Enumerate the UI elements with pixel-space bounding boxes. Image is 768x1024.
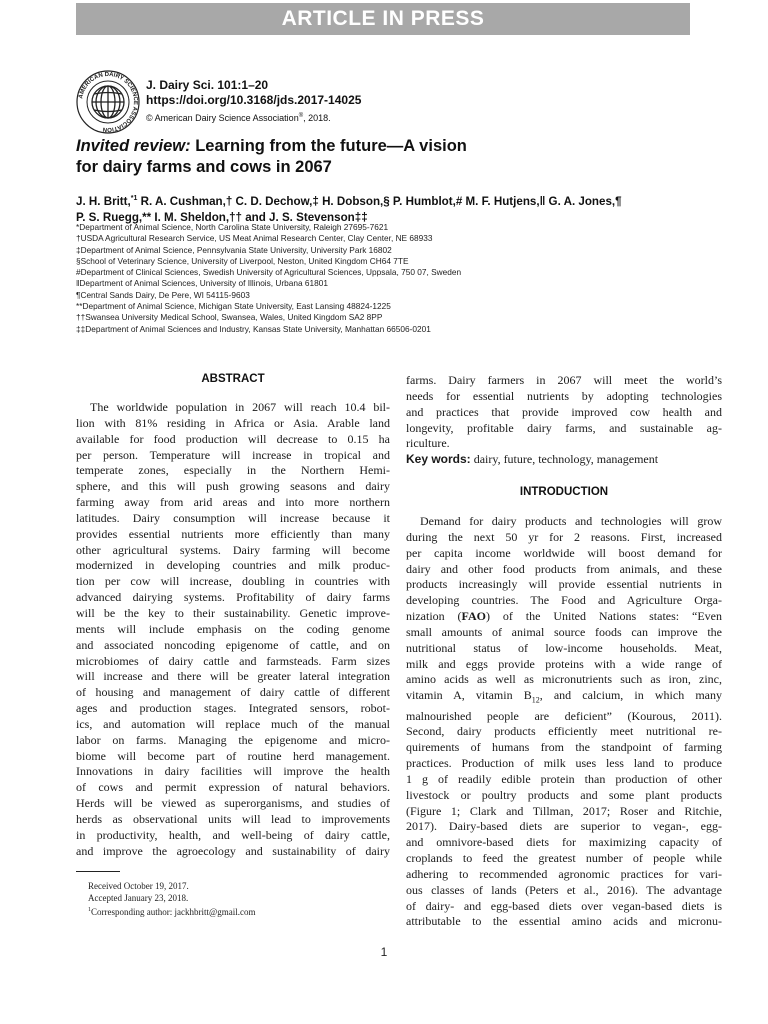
text-line: Herds will be viewed as superorganisms, and studies of (76, 796, 390, 811)
text-line: of dairy- and egg-based diets over vegan-based diets is (406, 898, 722, 913)
text-line: will be the key to their sustainability. Genetic improve- (76, 605, 390, 620)
article-in-press-banner: ARTICLE IN PRESS (76, 3, 690, 35)
affiliation: ¶Central Sands Dairy, De Pere, WI 54115-9603 (76, 289, 250, 300)
text-line: small amounts of animal source foods can improve the (406, 624, 722, 639)
text-line: developing countries. The Food and Agriculture Orga- (406, 593, 722, 608)
text-line: available for food production will decrease to 0.15 ha (76, 431, 390, 446)
text-line: 2017). Dairy-based diets are superior to vegan-, egg- (406, 819, 722, 834)
affiliation: *Department of Animal Science, North Carolina State University, Raleigh 27695-7621 (76, 222, 389, 232)
text-line: per person. Temperature will increase in tropical and (76, 447, 390, 462)
text-line: longevity, profitable dairy farms, and sustainable ag- (406, 420, 722, 435)
text-line: nization (FAO) of the United Nations states: “Even (406, 609, 722, 624)
affiliation: #Department of Clinical Sciences, Swedish University of Agricultural Sciences, Uppsala, 750 07, Sweden (76, 267, 462, 278)
text-line: temperate zones, especially in the Northern Hemi- (76, 463, 390, 478)
text-line: during the next 50 yr for 2 reasons. First, increased (406, 529, 722, 544)
copyright-line: © American Dairy Science Association®, 2018. (146, 113, 331, 123)
text-line: livestock or poultry products and some plant products (406, 787, 722, 802)
affiliation: ǁDepartment of Animal Sciences, University of Illinois, Urbana 61801 (76, 278, 328, 289)
corresponding-author: $^1$Corresponding author: jackhbritt@gmail.com (88, 907, 256, 917)
accepted-date: Accepted January 23, 2018. (88, 893, 189, 903)
text-line: nutritional status of low-income households. Meat, (406, 640, 722, 655)
author-list: J. H. Britt,$^{*1}$ R. A. Cushman,† C. D. Dechow,‡ H. Dobson,§ P. Humblot,# M. F. Hutjens,ǁ G. A. Jones,¶ P. S. Ruegg,** I. M. Sheldon,†† and J. S. Stevenson‡‡ (76, 194, 622, 224)
text-line: Second, dairy products efficiently meet nutritional re- (406, 724, 722, 739)
abstract-heading: ABSTRACT (201, 373, 265, 385)
text-line: dairy and other food products from animals, and these (406, 561, 722, 576)
text-line: and improve the agroecology and sustainability of dairy (76, 843, 390, 858)
affiliation: ‡‡Department of Animal Sciences and Industry, Kansas State University, Manhattan 66506-0201 (76, 323, 431, 334)
text-line: ous classes of lands (Peters et al., 2016). The advantage (406, 882, 722, 897)
text-line: sphere, and this will push growing seasons and dairy (76, 479, 390, 494)
introduction-body (406, 514, 722, 930)
text-line: tion per cow will increase, doubling in countries with (76, 574, 390, 589)
left-column (76, 373, 390, 385)
text-line: malnourished people are deficient” (Kourous, 2011). (406, 708, 722, 723)
text-line: vitamin A, vitamin $B_{12}$, and calcium, in which many (406, 688, 722, 705)
title-prefix: Invited review: (76, 137, 191, 155)
text-line: The worldwide population in 2067 will reach 10.4 bil- (90, 400, 390, 414)
text-line: Innovations in dairy facilities will improve the health (76, 764, 390, 779)
text-line: croplands to feed the greatest number of people while (406, 851, 722, 866)
text-line: amino acids as well as micronutrients such as iron, zinc, (406, 672, 722, 687)
text-line: ments will include emphasis on the coding genome (76, 621, 390, 636)
journal-citation: J. Dairy Sci. 101:1–20 (146, 78, 269, 92)
text-line: modernized in developing countries and milk produc- (76, 558, 390, 573)
text-line: Demand for dairy products and technologies will grow (420, 514, 722, 528)
keywords-line: Key words: dairy, future, technology, management (406, 452, 659, 467)
text-line: (Figure 1; Clark and Tillman, 2017; Roser and Ritchie, (406, 803, 722, 818)
text-line: labor on farms. Managing the epigenome and micro- (76, 732, 390, 747)
text-line: and associated noncoding epigenome of cattle, and on (76, 637, 390, 652)
text-line: latitudes. Dairy consumption will increase because it (76, 510, 390, 525)
affiliation: **Department of Animal Science, Michigan State University, East Lansing 48824-1225 (76, 301, 391, 312)
text-line: per capita income worldwide will boost demand for (406, 545, 722, 560)
text-line: will increase and there will be greater lateral integration (76, 669, 390, 684)
text-line: provides essential nutrients more efficiently than many (76, 526, 390, 541)
text-line: attributable to the essential amino acids and micronu- (406, 914, 722, 929)
text-line: quirements of humans from the standpoint of farming (406, 740, 722, 755)
introduction-heading-wrap (406, 486, 722, 498)
abstract-continued (406, 373, 722, 468)
text-line: products increasingly will provide essential nutrients in (406, 577, 722, 592)
text-line: ics, and automation will replace much of the manual (76, 716, 390, 731)
text-line: needs for essential nutrients by adopting technologies (406, 388, 722, 403)
text-line: herds as observational units will lead to improvements (76, 811, 390, 826)
text-line: and omnivore-based diets for maximizing capacity of (406, 835, 722, 850)
page-number: 1 (380, 945, 388, 959)
article-title: Invited review: Learning from the future—A vision for dairy farms and cows in 2067 (76, 137, 467, 176)
fao-abbrev: FAO (461, 609, 486, 624)
text-line: farming away from arid areas and into more northern (76, 495, 390, 510)
footnote-rule (76, 871, 120, 872)
affiliation: †USDA Agricultural Research Service, US Meat Animal Research Center, Clay Center, NE 68933 (76, 233, 433, 244)
text-line: adhering to recommended agronomic practices for vari- (406, 866, 722, 881)
text-line: farms. Dairy farmers in 2067 will meet the world’s (406, 373, 722, 387)
affiliation: §School of Veterinary Science, University of Liverpool, Neston, United Kingdom CH64 7TE (76, 255, 409, 266)
received-date: Received October 19, 2017. (88, 881, 189, 891)
abstract-body (76, 400, 390, 859)
text-line: lion with 81% residing in Africa or Asia. Arable land (76, 415, 390, 430)
text-line: ages and production stages. Integrated sensors, robot- (76, 701, 390, 716)
text-line: practices. Production of milk uses less land to produce (406, 756, 722, 771)
text-line: and practices that provide improved cow health and (406, 404, 722, 419)
text-line: in productivity, health, and well-being of dairy cattle, (76, 827, 390, 842)
text-line: advanced dairying systems. Profitability of dairy farms (76, 590, 390, 605)
text-line: microbiomes of dairy cattle and farmsteads. Farm sizes (76, 653, 390, 668)
text-line: 1 g of readily edible protein than production of other (406, 771, 722, 786)
affiliations (76, 222, 690, 335)
seal-ring-text: AMERICAN DAIRY SCIENCE ASSOCIATION (78, 71, 139, 133)
text-line: milk and eggs provide proteins with a wide range of (406, 656, 722, 671)
text-line: riculture. (406, 436, 450, 451)
footnotes (88, 880, 256, 918)
doi-link[interactable]: https://doi.org/10.3168/jds.2017-14025 (146, 93, 362, 107)
journal-info (146, 78, 361, 125)
text-line: of housing and management of dairy cattle of different (76, 685, 390, 700)
adsa-seal-icon (76, 70, 140, 134)
text-line: of cows and permit expression of natural behaviors. (76, 780, 390, 795)
affiliation: ††Swansea University Medical School, Swansea, Wales, United Kingdom SA2 8PP (76, 312, 383, 323)
text-line: other agricultural systems. Dairy farming will become (76, 542, 390, 557)
introduction-heading: INTRODUCTION (519, 486, 609, 498)
affiliation: ‡Department of Animal Science, Pennsylvania State University, University Park 16802 (76, 244, 392, 255)
text-line: biome will become part of routine herd management. (76, 748, 390, 763)
